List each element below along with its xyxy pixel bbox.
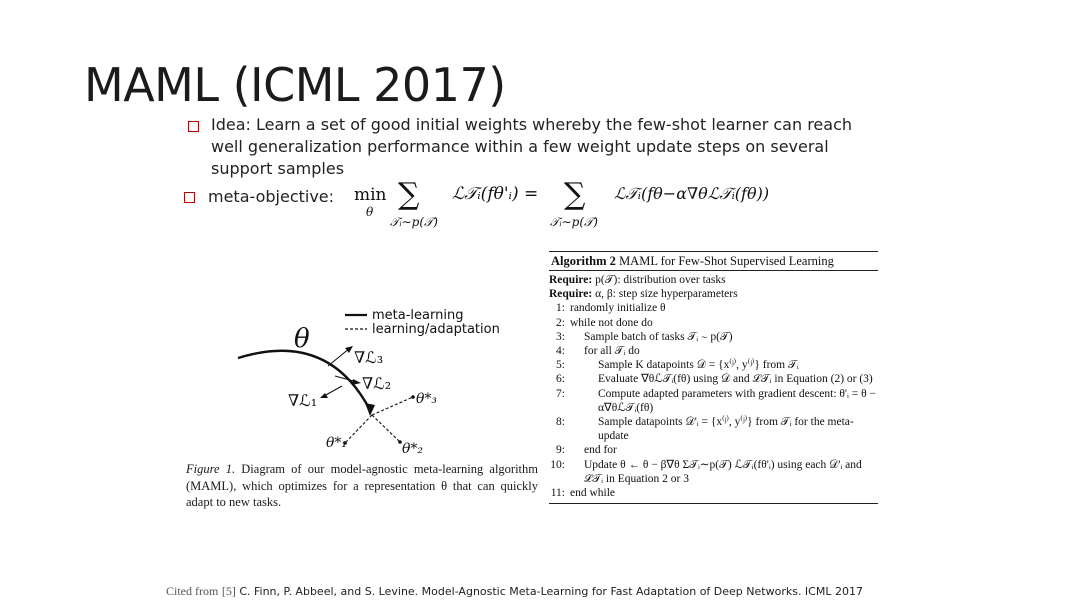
algo-step [549,330,878,344]
min-operator: min [354,185,387,205]
formula-lhs: ℒ𝒯ᵢ(fθ'ᵢ) = [452,184,539,204]
algo-step-text: Update θ ← θ − β∇θ Σ𝒯ᵢ∼p(𝒯) ℒ𝒯ᵢ(fθ'ᵢ) using each 𝒟'ᵢ and ℒ𝒯ᵢ in Equation 2 or 3 [584,458,862,485]
algo-step-number: 4: [556,345,565,358]
algo-bottom-rule [549,503,878,504]
citation-ref: [5] [221,584,236,598]
algo-step [549,443,878,457]
algo-step-text: Sample batch of tasks 𝒯ᵢ ∼ p(𝒯) [584,330,733,343]
algo-step-text: while not done do [570,316,653,329]
algo-step-text: Sample datapoints 𝒟'ᵢ = {x⁽ʲ⁾, y⁽ʲ⁾} from 𝒯ᵢ for the meta-update [598,416,854,443]
slide-title: MAML (ICML 2017) [84,58,506,112]
algo-step-number: 8: [556,416,565,429]
grad3-label: ∇ℒ₃ [354,348,384,367]
adapt-path-1 [345,415,372,443]
algo-steps [549,301,878,500]
algo-step [549,415,878,443]
bullet-square-icon [188,121,199,132]
algo-step-text: end while [570,487,616,500]
formula-rhs: ℒ𝒯ᵢ(fθ−α∇θℒ𝒯ᵢ(fθ)) [614,184,770,203]
algo-step-number: 3: [556,330,565,343]
meta-objective-formula [352,174,792,234]
caption-label: Figure 1. [186,462,236,476]
cited-from-label: Cited from [166,584,219,598]
sum-symbol-1: ∑ [398,177,420,212]
sum-subscript-2: 𝒯ᵢ∼p(𝒯) [550,215,598,229]
adapt-path-2 [372,415,400,442]
algo-step-number: 7: [556,387,565,400]
algo-step-text: for all 𝒯ᵢ do [584,345,640,358]
require-text: α, β: step size hyperparameters [595,288,738,301]
adapt-path-3 [372,397,413,415]
caption-text: Diagram of our model-agnostic meta-learning algorithm (MAML), which optimizes for a representation θ that can quickly adapt to new tasks. [186,462,538,509]
algo-step-text: end for [584,444,617,457]
idea-bullet-text: Idea: Learn a set of good initial weights whereby the few-shot learner can reach well generalization performance within a few weight update steps on several support samples [211,115,853,178]
algo-step-number: 10: [550,458,565,471]
require-label: Require: [549,288,593,301]
require-label: Require: [549,274,593,286]
algo-title-bold: Algorithm 2 [551,254,616,268]
require-text: p(𝒯): distribution over tasks [595,274,726,286]
opt1-label: θ*₁ [326,435,348,451]
bullet-square-icon [184,192,195,203]
algo-step-text: randomly initialize θ [570,302,666,315]
algo-step-text: Evaluate ∇θℒ𝒯ᵢ(fθ) using 𝒟 and ℒ𝒯ᵢ in Equation (2) or (3) [598,373,873,386]
theta-label: θ [294,324,310,354]
algo-require-1 [549,273,878,287]
grad3-arrow [328,348,350,366]
algo-step-text: Compute adapted parameters with gradient descent: θ'ᵢ = θ − α∇θℒ𝒯ᵢ(fθ) [598,387,876,414]
figure-caption [186,461,538,511]
algo-step-number: 5: [556,359,565,372]
algo-step [549,301,878,315]
opt2-label: θ*₂ [402,441,424,457]
legend-learning-adaptation: learning/adaptation [372,322,500,337]
grad2-label: ∇ℒ₂ [362,374,392,393]
grad1-arrow [324,386,342,396]
algo-require-2 [549,287,878,301]
sum-symbol-2: ∑ [564,177,586,212]
algo-step [549,344,878,358]
algo-step [549,458,878,486]
algo-step-number: 11: [550,487,565,500]
algo-step-number: 9: [556,444,565,457]
grad1-label: ∇ℒ₁ [288,391,318,410]
algo-title: MAML for Few-Shot Supervised Learning [619,254,834,268]
algo-step [549,316,878,330]
algo-step-number: 2: [556,316,565,329]
citation [166,584,863,599]
opt3-label: θ*₃ [416,391,438,407]
meta-objective-label: meta-objective: [208,187,335,206]
algo-step [549,358,878,372]
algo-step [549,387,878,415]
legend-meta-learning: meta-learning [372,308,464,323]
maml-diagram [232,300,502,460]
citation-text: C. Finn, P. Abbeel, and S. Levine. Model-Agnostic Meta-Learning for Fast Adaptation of Deep Networks. ICML 2017 [239,585,863,598]
algo-step-number: 1: [556,302,565,315]
algo-step [549,486,878,500]
algo-step-number: 6: [556,373,565,386]
algo-header [549,252,878,271]
algo-step [549,372,878,386]
algo-step-text: Sample K datapoints 𝒟 = {x⁽ʲ⁾, y⁽ʲ⁾} from 𝒯ᵢ [598,359,799,372]
algorithm-box [549,251,878,504]
sum-subscript-1: 𝒯ᵢ∼p(𝒯) [390,215,438,229]
min-subscript: θ [366,205,374,219]
